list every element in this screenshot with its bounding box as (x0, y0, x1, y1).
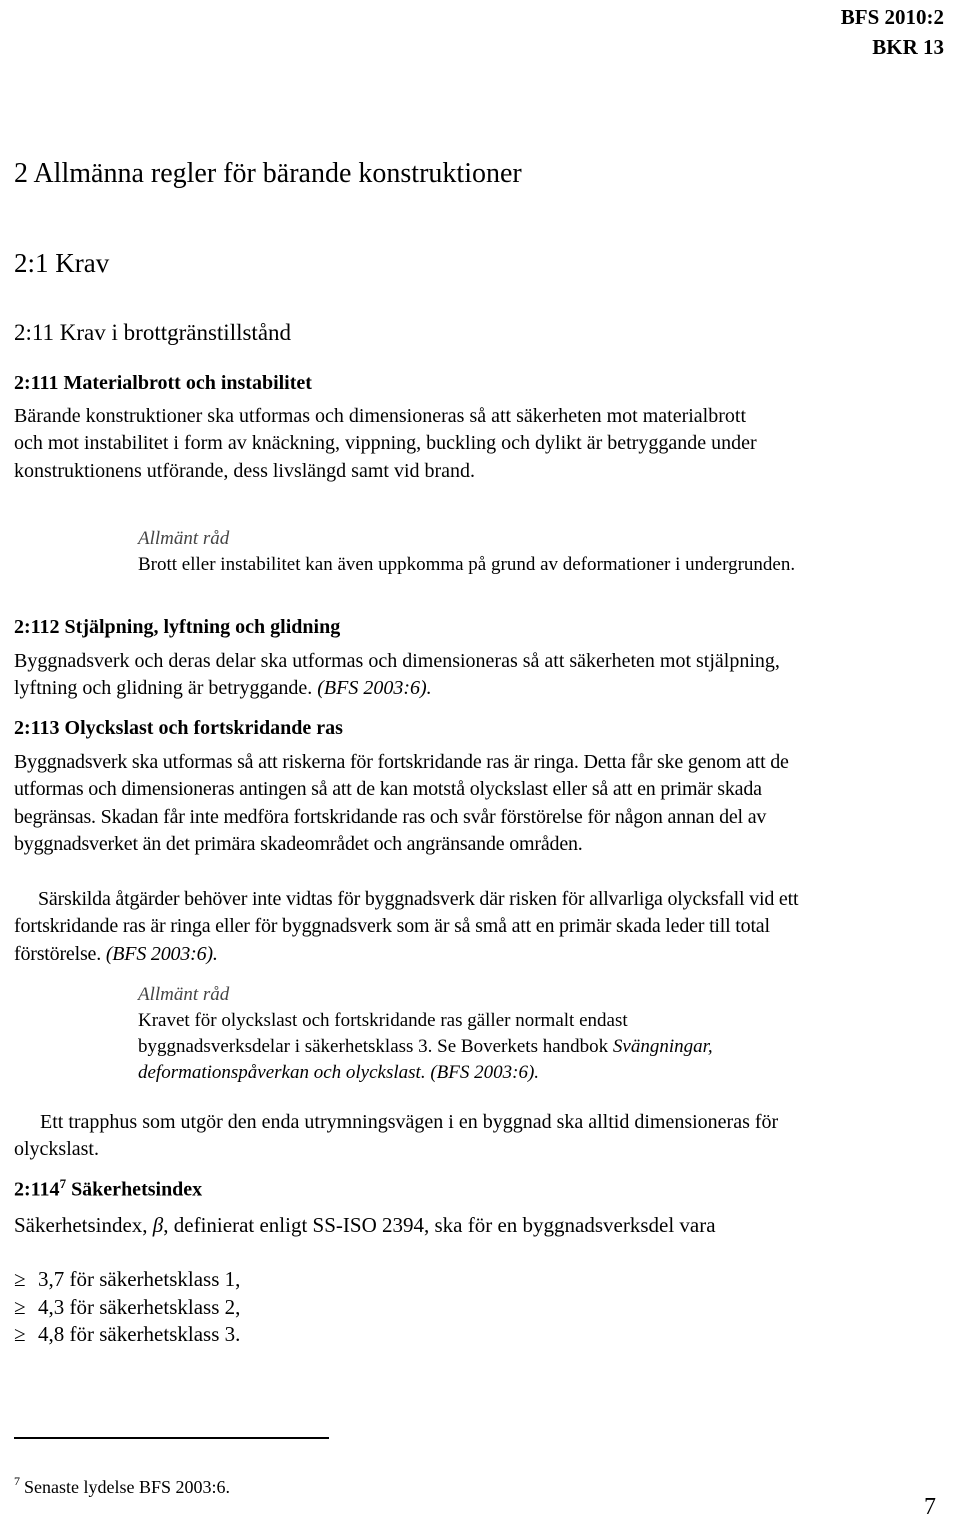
advice-text: Brott eller instabilitet kan även uppkomma på grund av deformationer i undergrunden. (138, 554, 796, 575)
list-item (14, 1322, 240, 1347)
list-item-text: 4,3 för säkerhetsklass 2, (38, 1295, 241, 1319)
s112-text (14, 648, 804, 703)
footnote-number: 7 (14, 1474, 20, 1488)
page-header (841, 2, 944, 62)
s114-num: 2:114 (14, 1178, 60, 1201)
advice-italic: Svängningar, deformationspåverkan och olyckslast. (BFS 2003:6). (138, 1036, 713, 1083)
s114-intro-b: , definierat enligt SS-ISO 2394, ska för en byggnadsverksdel vara (163, 1213, 716, 1237)
chapter-heading: 2 Allmänna regler för bärande konstruktioner (14, 158, 522, 189)
s113-p3: Ett trapphus som utgör den enda utrymningsvägen i en byggnad ska alltid dimensioneras för olyckslast. (14, 1111, 779, 1161)
advice-title: Allmänt råd (138, 528, 230, 549)
s112-ref: (BFS 2003:6). (317, 677, 432, 700)
header-bkr: BKR 13 (872, 35, 944, 59)
s113-p1: Byggnadsverk ska utformas så att riskerna för fortskridande ras är ringa. Detta får ske genom att de utformas och dimensioneras antingen så att de kan motstå olyckslast eller så att en primär skada begränsas. Skadan får inte medföra fortskridande ras och svår förstörelse för någon annan del av byggnadsverket än det primära skadeområdet och angränsande områden. (14, 751, 789, 855)
s111-title: 2:111 Materialbrott och instabilitet (14, 372, 312, 394)
page-number: 7 (924, 1494, 936, 1520)
footnote-text: Senaste lydelse BFS 2003:6. (24, 1477, 230, 1497)
list-item (14, 1267, 240, 1292)
s114-title (14, 1176, 202, 1202)
list-item-text: 4,8 för säkerhetsklass 3. (38, 1322, 241, 1346)
advice-title: Allmänt råd (138, 984, 230, 1005)
section-heading: 2:1 Krav (14, 248, 110, 278)
s112-body: Byggnadsverk och deras delar ska utformas och dimensioneras så att säkerheten mot stjälpning, lyftning och glidning är betryggande. (14, 650, 780, 700)
s113-p2-body: Särskilda åtgärder behöver inte vidtas för byggnadsverk där risken för allvarliga olycksfall vid ett fortskridande ras är ringa eller för byggnadsverk som är så små att en primär skada leder till total förstörelse. (14, 888, 799, 965)
advice-body: Kravet för olyckslast och fortskridande ras gäller normalt endast byggnadsverksdelar i säkerhetsklass 3. Se Boverkets handbok (138, 1010, 628, 1057)
geq-symbol: ≥ (14, 1267, 26, 1291)
s114-intro (14, 1212, 794, 1239)
s112-title: 2:112 Stjälpning, lyftning och glidning (14, 616, 341, 638)
advice-text (138, 1008, 768, 1086)
s114-title-text: Säkerhetsindex (71, 1178, 203, 1201)
beta-symbol: β (152, 1213, 164, 1237)
list-item-text: 3,7 för säkerhetsklass 1, (38, 1267, 241, 1291)
geq-symbol: ≥ (14, 1322, 26, 1346)
s111-text: Bärande konstruktioner ska utformas och dimensioneras så att säkerheten mot materialbrott och mot instabilitet i form av knäckning, vippning, buckling och dylikt är betryggande under konstruktionens utförande, dess livslängd samt vid brand. (14, 405, 757, 482)
header-bfs: BFS 2010:2 (840, 5, 944, 29)
s114-intro-a: Säkerhetsindex, (14, 1213, 148, 1237)
s111-advice (138, 526, 798, 578)
list-item (14, 1295, 240, 1320)
footnote (14, 1474, 230, 1498)
s113-title: 2:113 Olyckslast och fortskridande ras (14, 717, 343, 739)
s113-p2 (14, 886, 804, 968)
s113-p2-ref: (BFS 2003:6). (105, 942, 218, 965)
subsection-heading: 2:11 Krav i brottgränstillstånd (14, 320, 292, 345)
geq-symbol: ≥ (14, 1295, 26, 1319)
s113-advice (138, 982, 768, 1086)
footnote-ref: 7 (59, 1176, 67, 1191)
footnote-divider (14, 1437, 329, 1439)
